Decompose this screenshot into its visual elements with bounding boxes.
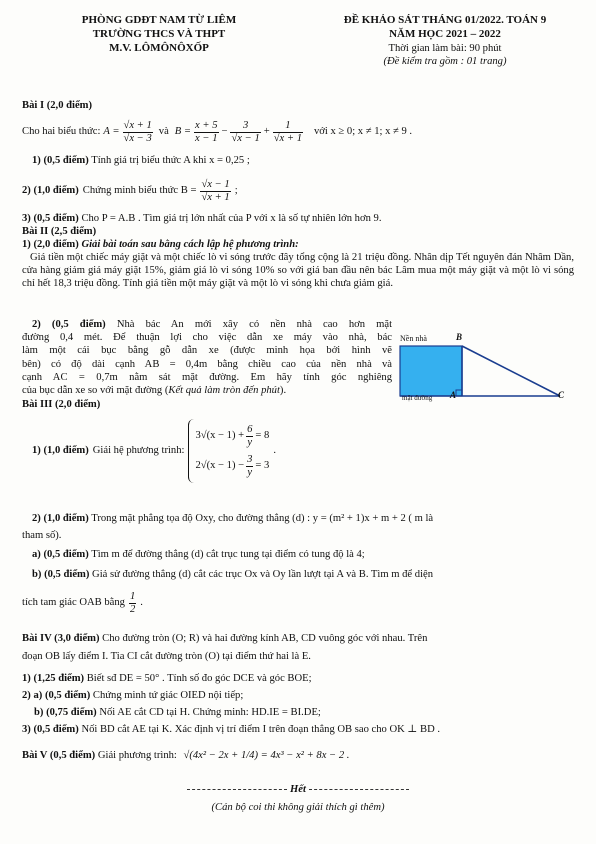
bai5-text: Giải phương trình:: [97, 750, 177, 761]
bai1-condition: với x ≥ 0; x ≠ 1; x ≠ 9 .: [314, 126, 413, 138]
bai3-q1-text: Giải hệ phương trình:: [92, 445, 185, 457]
bai3-q2-label: 2) (1,0 điểm): [32, 513, 89, 524]
school-year: NĂM HỌC 2021 – 2022: [389, 28, 501, 40]
footer-note: (Cán bộ coi thi không giải thích gì thêm): [211, 802, 385, 813]
equation-2: [195, 451, 269, 481]
bai3-q2: [32, 512, 433, 525]
bai3-q1-label: 1) (1,0 điểm): [32, 445, 89, 457]
eq1-den: y: [247, 436, 253, 448]
bai2-q1-heading: [22, 238, 299, 251]
expr-A-label: A =: [103, 126, 120, 138]
minus-sign: −: [221, 126, 228, 138]
bai5-equation: √(4x² − 2x + 1/4) = 4x³ − x² + 8x − 2 .: [183, 750, 350, 761]
bai3-q1: [32, 418, 276, 484]
bai2-q2-line-6-text: của bục dẫn xe so với mặt đường (: [22, 385, 169, 397]
bai1-q2-end: ;: [234, 185, 238, 197]
equation-system: [188, 419, 269, 483]
half-num: 1: [129, 591, 136, 603]
bai3-q2-cont: tham số).: [22, 530, 62, 541]
bai3-qa-text: Tìm m để đường thẳng (d) cắt trục tung tại điểm có tung độ là 4;: [91, 549, 365, 560]
bai5-title: Bài V (0,5 điểm): [22, 750, 96, 761]
expr-B-frac3-num: 1: [285, 120, 291, 132]
bai3-qb-cont-text: tích tam giác OAB bằng: [22, 597, 125, 609]
bai4-q2b-text: Nối AE cắt CD tại H. Chứng minh: HD.IE = BI.DE;: [99, 707, 321, 718]
bai2-title: Bài II (2,5 điểm): [22, 226, 97, 237]
eq2-num: 3: [247, 454, 253, 466]
bai1-q2-num: √x − 1: [201, 179, 230, 191]
eq2-left: 2√(x − 1) −: [195, 460, 245, 472]
bai3-title: Bài III (2,0 điểm): [22, 399, 101, 410]
bai4-title: Bài IV (3,0 điểm): [22, 633, 100, 644]
expr-A-fraction: [123, 120, 153, 143]
bai3-q2-text: Trong mặt phẳng tọa độ Oxy, cho đường thẳng (d) : y = (m² + 1)x + m + 2 ( m là: [91, 513, 434, 524]
header-dept: PHÒNG GDĐT NAM TỪ LIÊM: [81, 14, 237, 26]
eq-end: .: [273, 445, 276, 457]
bai2-q2-line-3: làm một cái bục bằng gỗ dẫn xe (được minh họa bởi hình vẽ: [22, 345, 392, 357]
bai3-qb-end: .: [140, 597, 143, 609]
ramp-slope: [462, 346, 560, 396]
eq1-fraction: [246, 424, 253, 447]
bai4-q3: [22, 723, 440, 736]
bai2-q1-heading-text: Giải bài toán sau bằng cách lập hệ phương trình:: [81, 239, 299, 250]
expr-B-frac1-den: x − 1: [195, 132, 218, 144]
bai1-q2-fraction: [200, 179, 230, 202]
fig-label-C: C: [558, 390, 565, 400]
bai2-q1-label: 1) (2,0 điểm): [22, 239, 79, 250]
bai4-q2b-label: b) (0,75 điểm): [34, 707, 97, 718]
expr-B-frac3: [273, 120, 303, 143]
end-dash-right: [309, 789, 409, 790]
fig-label-road: mặt đường: [402, 394, 433, 402]
expr-A-den: √x − 3: [123, 132, 152, 144]
bai3-qa-label: a) (0,5 điểm): [32, 549, 89, 560]
bai1-q2-den: √x + 1: [201, 191, 230, 203]
and-word: và: [158, 126, 169, 138]
bai1-q1-text: Tính giá trị biểu thức A khi x = 0,25 ;: [91, 155, 250, 166]
exam-title: ĐỀ KHẢO SÁT THÁNG 01/2022. TOÁN 9: [343, 14, 547, 26]
bai2-q1-text: Giá tiền một chiếc máy giặt và một chiếc lò vi sóng trước đây tổng cộng là 21 triệu đồng. Nhân dịp Tết nguyên đán Nhâm Dần, cửa hàng giảm giá máy giặt 15%, giảm giá lò vi sóng 10% so với giá ban đầu nên bác Lâm mua một máy giặt và một lò vi sóng chỉ hết 18,3 triệu đồng. Tính giá tiền một máy giặt và một lò vi sóng khi chưa giảm giá.: [22, 252, 574, 290]
half-fraction: [129, 591, 136, 614]
bai1-q3-label: 3) (0,5 điểm): [22, 213, 79, 224]
expr-B-frac2-num: 3: [242, 120, 249, 132]
bai3-qb-label: b) (0,5 điểm): [32, 569, 90, 580]
ramp-figure: [398, 332, 568, 408]
eq2-right: = 3: [255, 460, 270, 472]
bai3-qb-text: Giả sử đường thẳng (d) cắt các trục Ox và Oy lần lượt tại A và B. Tìm m để diện: [92, 569, 434, 580]
exam-pages-note: (Đề kiểm tra gồm : 01 trang): [383, 56, 507, 67]
bai1-q3-text: Cho P = A.B . Tìm giá trị lớn nhất của P với x là số tự nhiên lớn hơn 9.: [81, 213, 382, 224]
bai3-qb-cont: [22, 590, 143, 616]
expr-B-frac1-num: x + 5: [195, 120, 218, 132]
plus-sign: +: [263, 126, 270, 138]
bai3-qa: [32, 548, 365, 561]
equation-1: [195, 421, 269, 451]
header-school: TRƯỜNG THCS VÀ THPT: [92, 28, 226, 40]
bai4-q2b: [34, 706, 321, 719]
eq1-num: 6: [247, 424, 253, 436]
bai2-q2-italic: Kết quả làm tròn đến phút: [168, 385, 280, 397]
floor-block: [400, 346, 462, 396]
bai4-q2a-label: 2) a) (0,5 điểm): [22, 690, 91, 701]
bai2-q2-line-6: [22, 384, 392, 397]
bai4-intro-line-2: đoạn OB lấy điểm I. Tia CI cắt đường tròn (O) tại điểm thứ hai là E.: [22, 651, 311, 662]
bai1-q3: [22, 212, 381, 225]
bai2-q2-line-4: bên) có độ dài cạnh AB = 0,4m bằng chiều cao của nền nhà và: [22, 358, 392, 370]
end-text: Hết: [290, 784, 306, 795]
expr-A-num: √x + 1: [123, 120, 152, 132]
eq1-right: = 8: [255, 430, 270, 442]
expr-B-label: B =: [174, 126, 192, 138]
half-den: 2: [129, 603, 136, 615]
end-dash-left: [187, 789, 287, 790]
bai4-q3-label: 3) (0,5 điểm): [22, 724, 79, 735]
bai4-q1-text: Biết sđ DE = 50° . Tính số đo góc DCE và góc BOE;: [86, 673, 312, 684]
bai4-intro-line-1: [22, 632, 427, 645]
header-school-name: M.V. LÔMÔNÔXỐP: [109, 42, 209, 54]
eq1-left: 3√(x − 1) +: [195, 430, 245, 442]
fig-label-B: B: [456, 332, 463, 342]
bai2-q2-line-5: cạnh AC = 0,7m nằm sát mặt đường. Em hãy tính góc nghiêng: [22, 371, 392, 383]
bai1-q1-label: 1) (0,5 điểm): [32, 155, 89, 166]
bai1-title: Bài I (2,0 điểm): [22, 100, 93, 111]
bai4-q3-text: Nối BD cắt AE tại K. Xác định vị trí điểm I trên đoạn thẳng OB sao cho OK ⊥ BD .: [81, 724, 441, 735]
bai4-q2a-text: Chứng minh tứ giác OIED nội tiếp;: [92, 690, 244, 701]
expr-B-frac3-den: √x + 1: [273, 132, 302, 144]
bai1-q2: [22, 178, 238, 204]
eq2-den: y: [247, 466, 253, 478]
bai2-q2-label: 2) (0,5 điểm): [32, 319, 106, 330]
bai2-q2-line-2: đường 0,4 mét. Để thuận lợi cho việc dẫn xe máy vào nhà, bác: [22, 332, 392, 344]
bai2-q2-line-1-text: Nhà bác An mới xây có nền nhà cao hơn mặt: [116, 319, 393, 330]
bai2-q2-end: ).: [279, 385, 287, 397]
expr-B-frac2-den: √x − 1: [231, 132, 260, 144]
bai4-q2a: [22, 689, 243, 702]
end-marker: [160, 783, 436, 796]
bai2-q2-line-1: [22, 318, 392, 331]
exam-time: Thời gian làm bài: 90 phút: [388, 43, 502, 54]
bai1-q2-text: Chứng minh biểu thức B =: [82, 185, 197, 197]
bai1-intro: Cho hai biểu thức:: [22, 126, 101, 138]
expr-B-frac1: [194, 120, 218, 143]
bai3-qb: [32, 568, 433, 581]
bai1-expressions: [22, 119, 412, 145]
bai4-intro1: Cho đường tròn (O; R) và hai đường kính AB, CD vuông góc với nhau. Trên: [102, 633, 428, 644]
bai4-q1: [22, 672, 312, 685]
bai1-q2-label: 2) (1,0 điểm): [22, 185, 79, 197]
fig-label-floor: Nền nhà: [400, 334, 427, 343]
bai4-q1-label: 1) (1,25 điểm): [22, 673, 85, 684]
expr-B-frac2: [230, 120, 260, 143]
bai1-q1: [32, 154, 250, 167]
eq2-fraction: [246, 454, 253, 477]
bai2-q2: [22, 318, 392, 397]
bai5: [22, 749, 349, 762]
fig-label-A: A: [450, 390, 457, 400]
